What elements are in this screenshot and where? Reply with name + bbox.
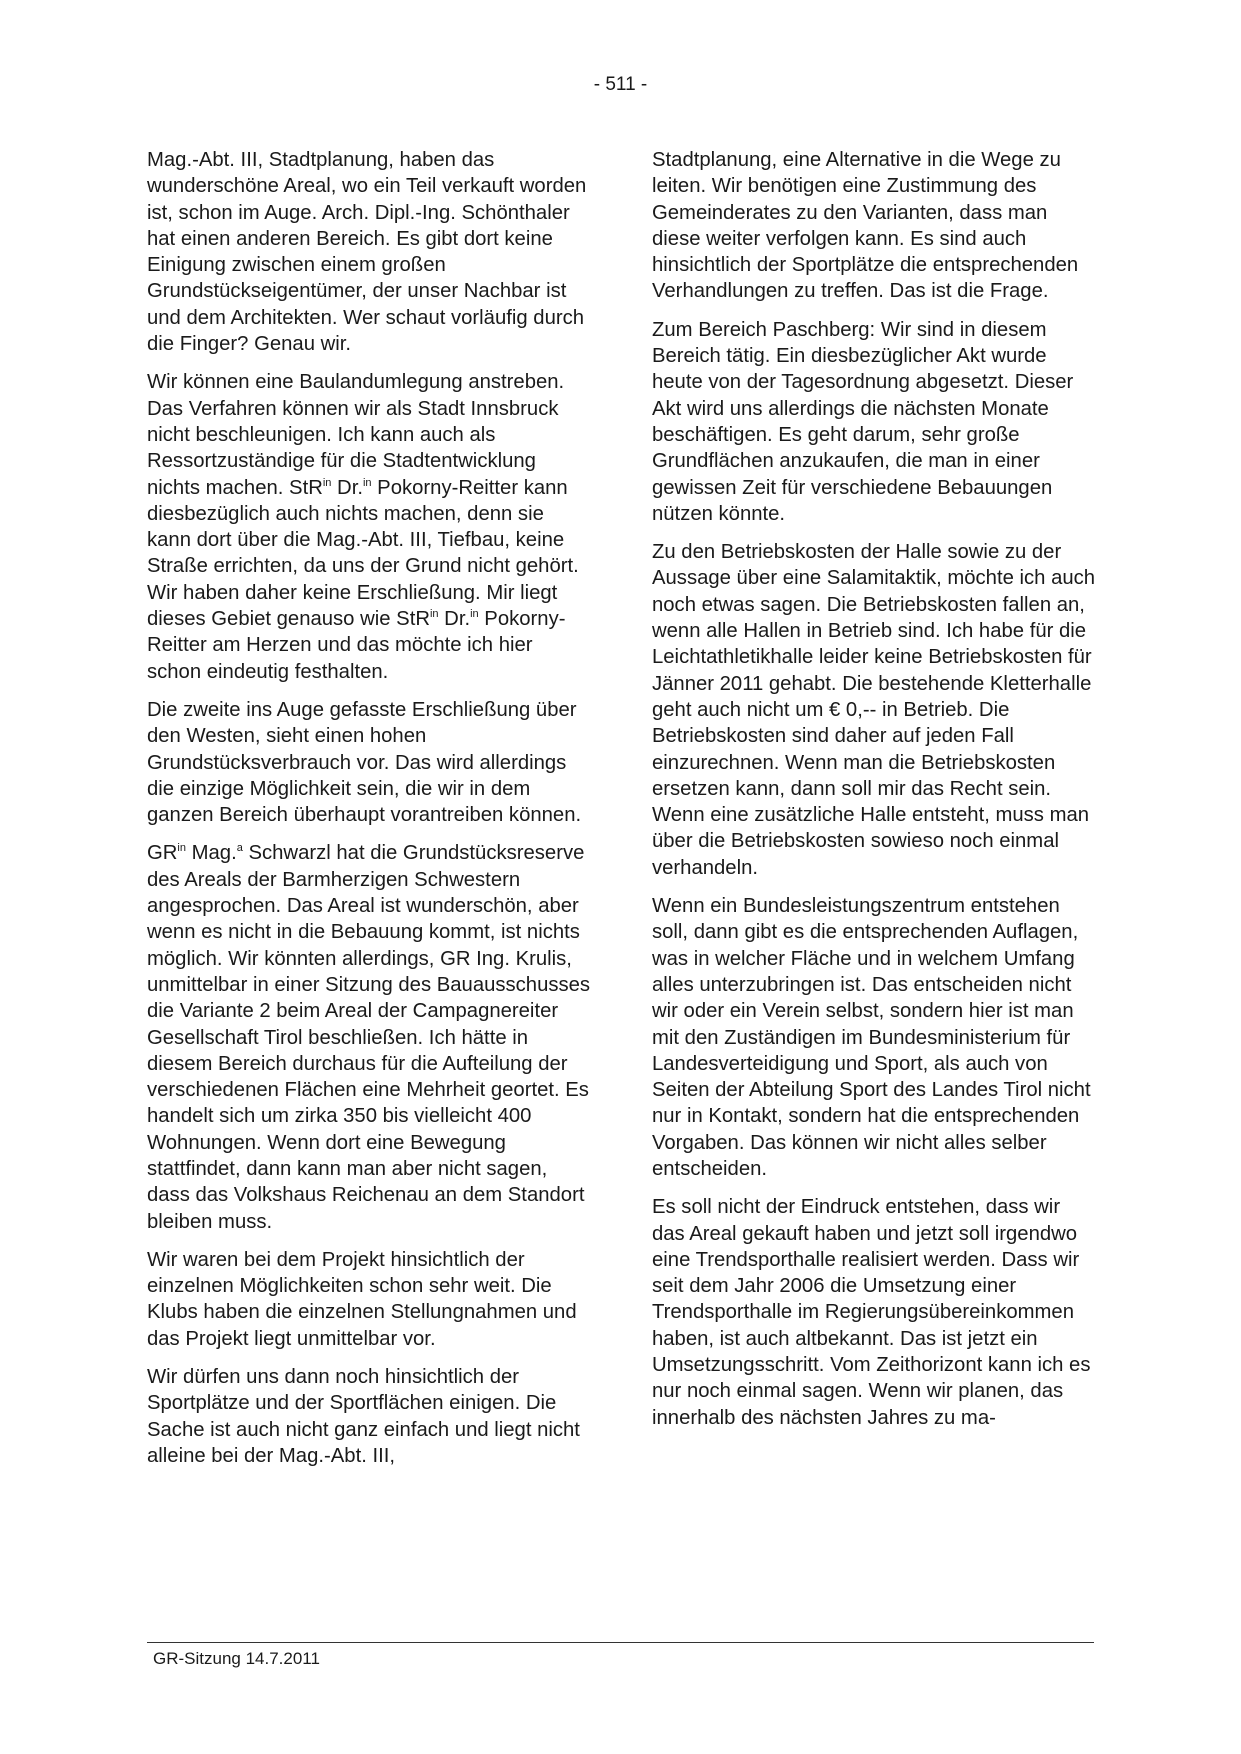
left-column — [147, 147, 592, 1481]
paragraph: Wenn ein Bundesleistungszentrum entstehen soll, dann gibt es die entsprechenden Auflagen, was in welcher Fläche und in welchem Umfang alles unterzubringen ist. Das entscheiden nicht wir oder ein Verein selbst, sondern hier ist man mit den Zuständigen im Bundesministerium für Landesverteidigung und Sport, als auch von Seiten der Abteilung Sport des Landes Tirol nicht nur in Kontakt, sondern hat die entsprechenden Vorgaben. Das können wir nicht alles selber entscheiden. — [652, 895, 1091, 1180]
paragraph: $GR^{in}$ Mag.$^a$ Schwarzl hat die Grundstücksreserve des Areals der Barmherzigen Schwestern angesprochen. Das Areal ist wunderschön, aber wenn es nicht in die Bebauung kommt, ist nichts möglich. Wir könnten allerdings, GR Ing. Krulis, unmittelbar in einer Sitzung des Bauausschusses die Variante 2 beim Areal der Campagnereiter Gesellschaft Tirol beschließen. Ich hätte in diesem Bereich durchaus für die Aufteilung der verschiedenen Flächen eine Mehrheit geortet. Es handelt sich um zirka 350 bis vielleicht 400 Wohnungen. Wenn dort eine Bewegung stattfindet, dann kann man aber nicht sagen, dass das Volkshaus Reichenau an dem Standort bleiben muss. — [147, 842, 591, 1233]
paragraph: Die zweite ins Auge gefasste Erschließung über den Westen, sieht einen hohen Grundstücksverbrauch vor. Das wird allerdings die einzige Möglichkeit sein, die wir in dem ganzen Bereich überhaupt vorantreiben können. — [147, 698, 582, 827]
paragraph: Wir dürfen uns dann noch hinsichtlich der Sportplätze und der Sportflächen einigen. Die Sache ist auch nicht ganz einfach und liegt nicht alleine bei der Mag.-Abt. III, — [147, 1366, 580, 1467]
footer-label: GR-Sitzung 14.7.2011 — [153, 1649, 320, 1668]
paragraph: Wir können eine Baulandumlegung anstreben. Das Verfahren können wir als Stadt Innsbruck nicht beschleunigen. Ich kann auch als Ressortzuständige für die Stadtentwicklung nichts machen. StR$^{in}$ Dr.$^{in}$ Pokorny-Reitter kann diesbezüglich auch nichts machen, denn sie kann dort über die Mag.-Abt. III, Tiefbau, keine Straße errichten, da uns der Grund nicht gehört. Wir haben daher keine Erschließung. Mir liegt dieses Gebiet genauso wie StR$^{in}$ Dr.$^{in}$ Pokorny-Reitter am Herzen und das möchte ich hier schon eindeutig festhalten. — [147, 371, 579, 683]
right-column — [652, 147, 1097, 1443]
paragraph: Zu den Betriebskosten der Halle sowie zu der Aussage über eine Salamitaktik, möchte ich auch noch etwas sagen. Die Betriebskosten fallen an, wenn alle Hallen in Betrieb sind. Ich habe für die Leichtathletikhalle leider keine Betriebskosten für Jänner 2011 gehabt. Die bestehende Kletterhalle geht auch nicht um € 0,-- in Betrieb. Die Betriebskosten sind daher auf jeden Fall einzurechnen. Wenn man die Betriebskosten ersetzen kann, dann soll mir das Recht sein. Wenn eine zusätzliche Halle entsteht, muss man über die Betriebskosten sowieso noch einmal verhandeln. — [652, 541, 1096, 879]
page-number: - 511 - — [593, 74, 648, 95]
paragraph: Wir waren bei dem Projekt hinsichtlich der einzelnen Möglichkeiten schon sehr weit. Die Klubs haben die einzelnen Stellungnahmen und das Projekt liegt unmittelbar vor. — [147, 1248, 577, 1350]
paragraph: Mag.-Abt. III, Stadtplanung, haben das wunderschöne Areal, wo ein Teil verkauft worden ist, schon im Auge. Arch. Dipl.-Ing. Schönthaler hat einen anderen Bereich. Es gibt dort keine Einigung zwischen einem großen Grundstückseigentümer, der unser Nachbar ist und dem Architekten. Wer schaut vorläufig durch die Finger? Genau wir. — [147, 149, 587, 356]
paragraph: Zum Bereich Paschberg: Wir sind in diesem Bereich tätig. Ein diesbezüglicher Akt wurde heute von der Tagesordnung abgesetzt. Dieser Akt wird uns allerdings die nächsten Monate beschäftigen. Es geht darum, sehr große Grundflächen anzukaufen, die man in einer gewissen Zeit für verschiedene Bebauungen nützen könnte. — [652, 318, 1074, 525]
footer-divider — [147, 1642, 1094, 1643]
paragraph: Es soll nicht der Eindruck entstehen, dass wir das Areal gekauft haben und jetzt soll irgendwo eine Trendsporthalle realisiert werden. Dass wir seit dem Jahr 2006 die Umsetzung einer Trendsporthalle im Regierungsübereinkommen haben, ist auch altbekannt. Das ist jetzt ein Umsetzungsschritt. Vom Zeithorizont kann ich es nur noch einmal sagen. Wenn wir planen, das innerhalb des nächsten Jahres zu ma- — [652, 1196, 1091, 1429]
paragraph: Stadtplanung, eine Alternative in die Wege zu leiten. Wir benötigen eine Zustimmung des Gemeinderates zu den Varianten, dass man diese weiter verfolgen kann. Es sind auch hinsichtlich der Sportplätze die entsprechenden Verhandlungen zu treffen. Das ist die Frage. — [652, 149, 1079, 303]
